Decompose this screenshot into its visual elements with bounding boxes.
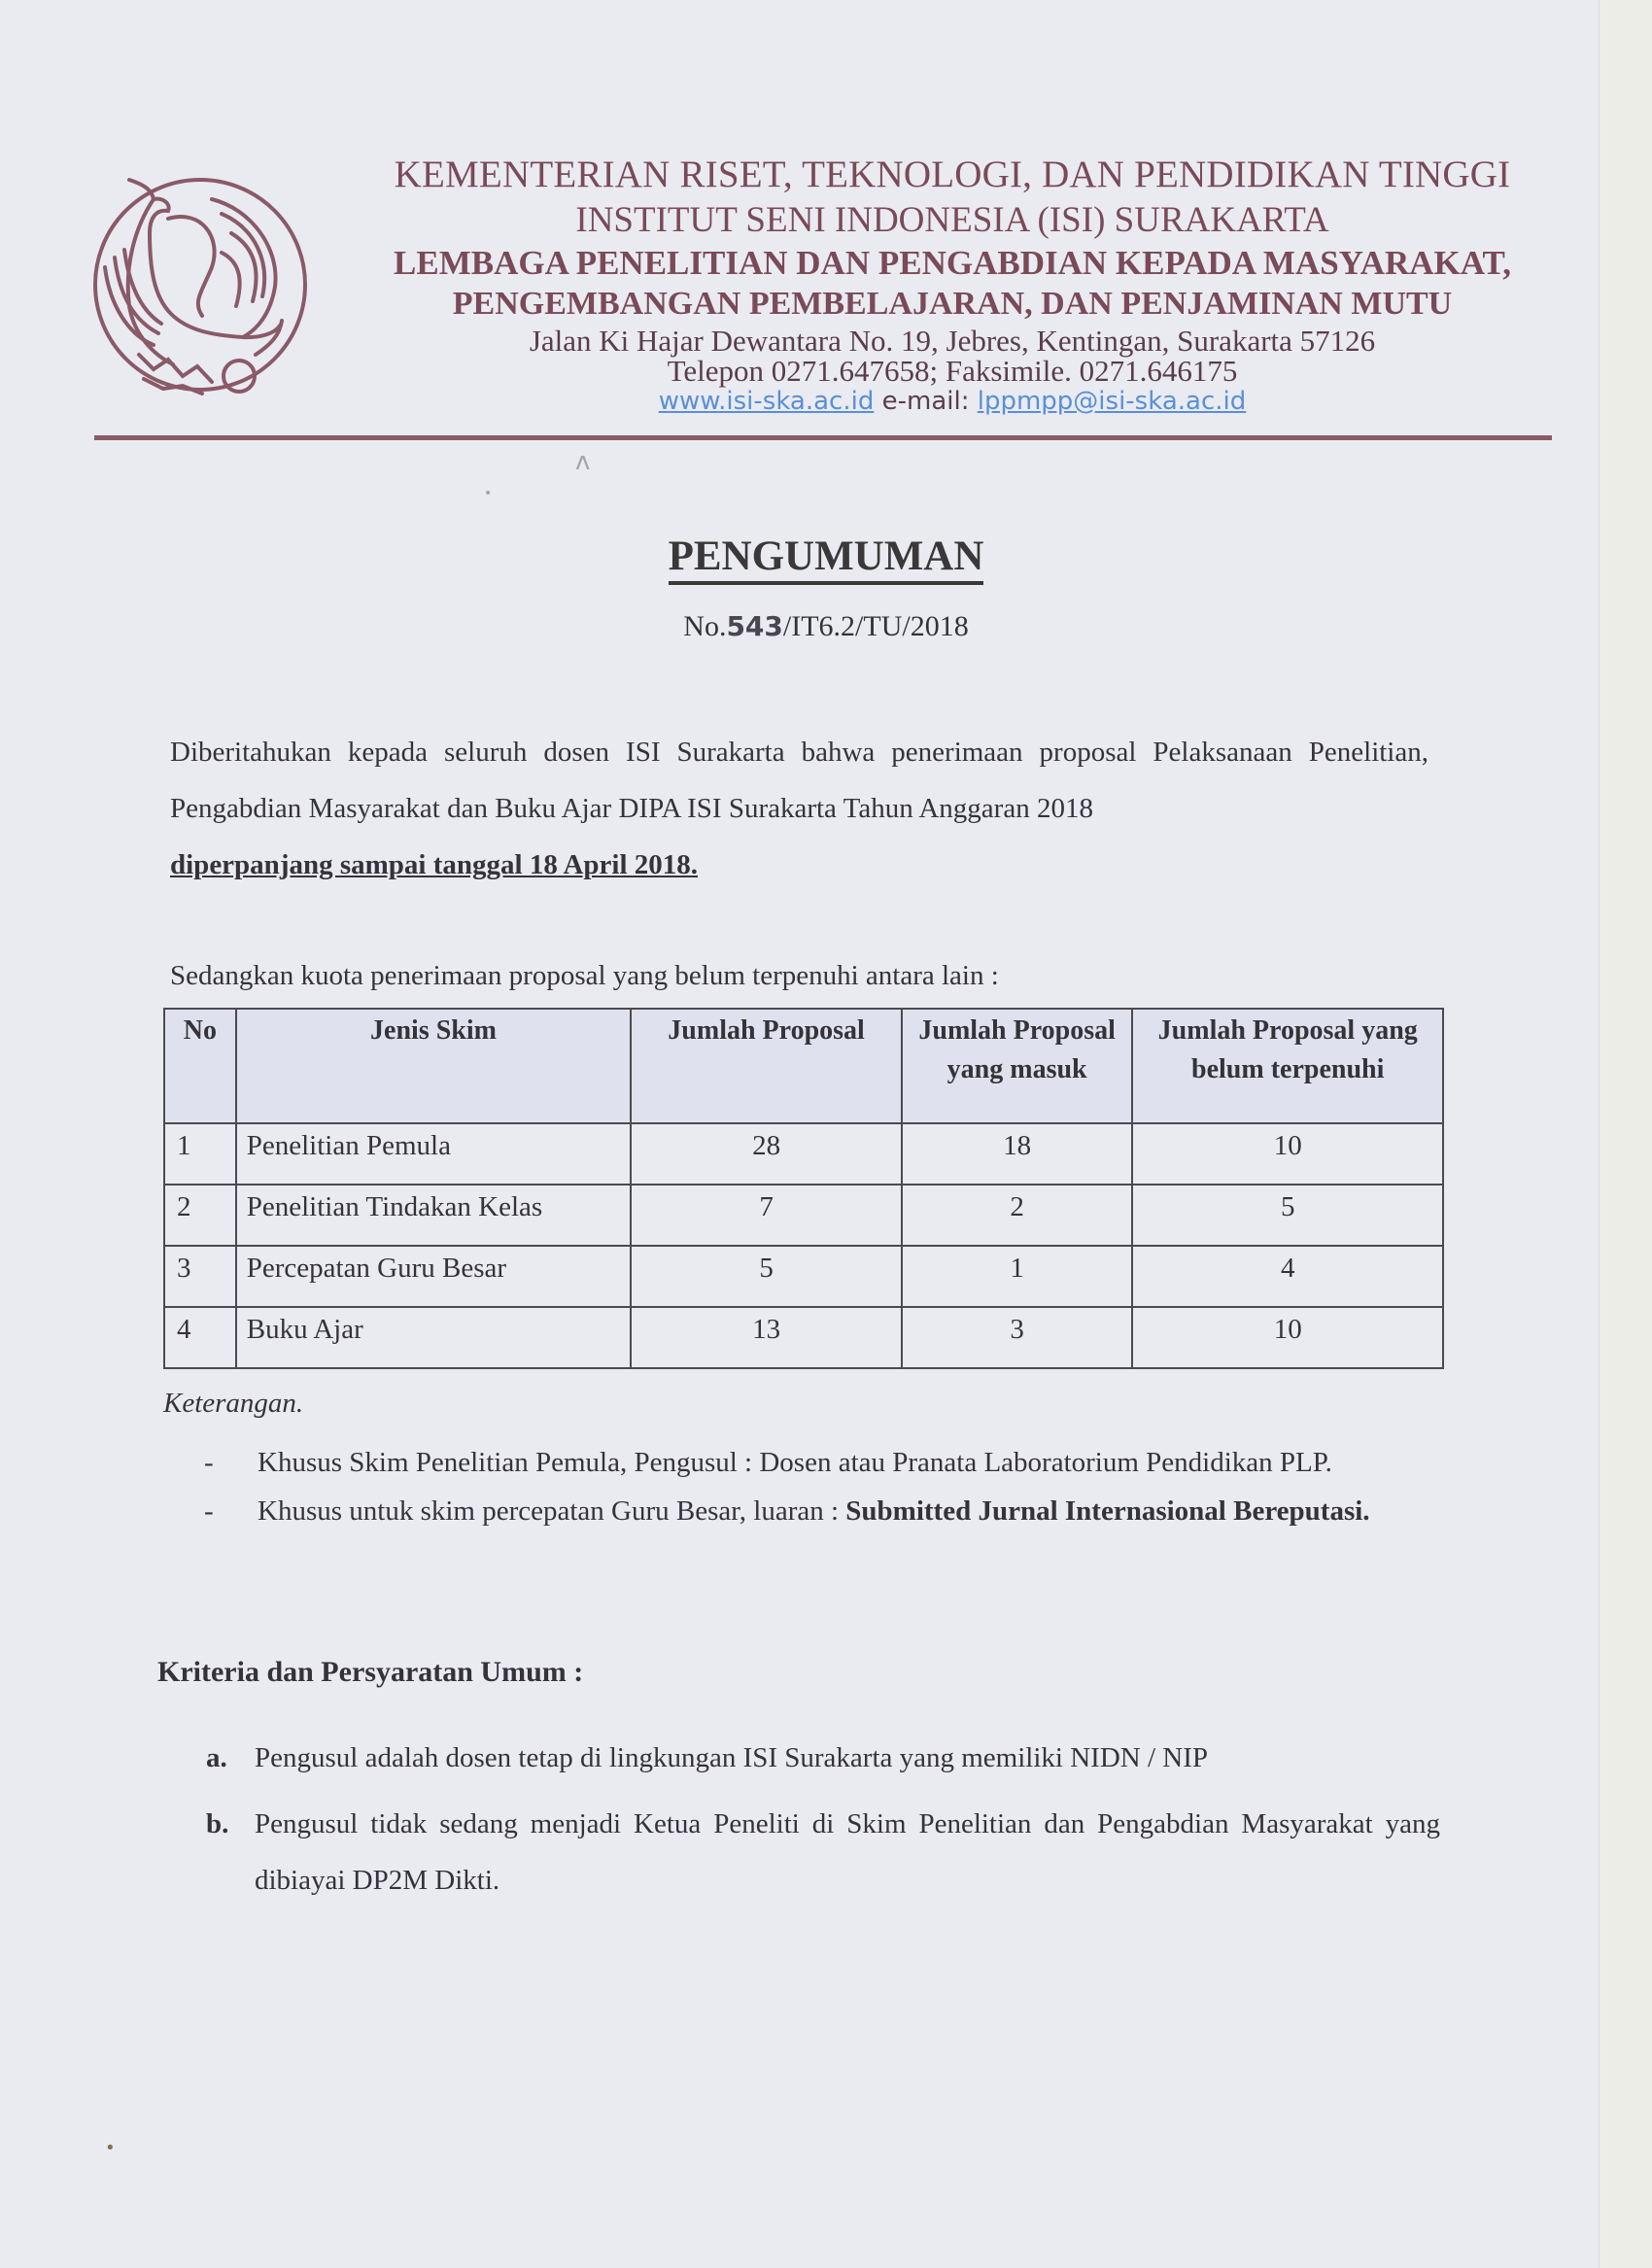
unit-name-line1: LEMBAGA PENELITIAN DAN PENGABDIAN KEPADA MASYARAKAT, xyxy=(394,244,1511,282)
table-row xyxy=(164,1246,1443,1307)
unit-name-line2: PENGEMBANGAN PEMBELAJARAN, DAN PENJAMINAN MUTU xyxy=(452,286,1453,322)
ministry-name: KEMENTERIAN RISET, TEKNOLOGI, DAN PENDIDIKAN TINGGI xyxy=(394,154,1511,195)
list-item: a. Pengusul adalah dosen tetap di lingkungan ISI Surakarta yang memiliki NIDN / NIP xyxy=(206,1730,1440,1786)
cell-remaining: 5 xyxy=(1132,1185,1443,1246)
cell-total: 5 xyxy=(631,1246,902,1307)
cell-no: 4 xyxy=(164,1307,236,1368)
cell-received: 18 xyxy=(902,1123,1133,1185)
list-marker: a. xyxy=(206,1742,227,1773)
cell-skim: Buku Ajar xyxy=(236,1307,632,1368)
contact-line xyxy=(350,389,1555,414)
cell-total: 7 xyxy=(631,1185,902,1246)
cell-received: 2 xyxy=(902,1185,1133,1246)
bullet-marker: - xyxy=(204,1495,214,1527)
header-jumlah-proposal: Jumlah Proposal xyxy=(631,1009,902,1123)
quota-intro: Sedangkan kuota penerimaan proposal yang belum terpenuhi antara lain : xyxy=(170,960,999,991)
header-jenis-skim: Jenis Skim xyxy=(236,1009,632,1123)
cell-no: 1 xyxy=(164,1123,236,1185)
scan-mark: ʌ xyxy=(575,447,591,476)
scan-mark: • xyxy=(484,486,493,501)
cell-remaining: 10 xyxy=(1132,1307,1443,1368)
cell-received: 1 xyxy=(902,1246,1133,1307)
cell-received: 3 xyxy=(902,1307,1133,1368)
notes-list xyxy=(204,1446,1438,1539)
handwritten-number: 543 xyxy=(726,610,783,642)
phoenix-emblem-icon xyxy=(76,160,325,418)
cell-remaining: 4 xyxy=(1132,1246,1443,1307)
scanner-page-edge xyxy=(1599,0,1652,2268)
bold-output-requirement: Submitted Jurnal Internasional Bereputasi. xyxy=(845,1495,1370,1527)
letterhead-divider xyxy=(94,435,1552,440)
criteria-heading: Kriteria dan Persyaratan Umum : xyxy=(157,1656,584,1688)
intro-paragraph: Diberitahukan kepada seluruh dosen ISI Surakarta bahwa penerimaan proposal Pelaksanaan Penelitian, Pengabdian Masyarakat dan Buku Ajar DIPA ISI Surakarta Tahun Anggaran 2018 diperpanjang sampai tanggal 18 April 2018. xyxy=(170,737,1428,880)
email-link[interactable]: lppmpp@isi-ska.ac.id xyxy=(977,387,1247,416)
list-item: - Khusus untuk skim percepatan Guru Besar, luaran : Submitted Jurnal Internasional Bereputasi. xyxy=(204,1483,1438,1539)
scan-speck: • xyxy=(105,2138,116,2158)
cell-total: 28 xyxy=(631,1123,902,1185)
header-belum-terpenuhi: Jumlah Proposal yang belum terpenuhi xyxy=(1132,1009,1443,1123)
cell-total: 13 xyxy=(631,1307,902,1368)
institute-name: INSTITUT SENI INDONESIA (ISI) SURAKARTA xyxy=(575,200,1329,240)
quota-table xyxy=(163,1008,1444,1369)
cell-remaining: 10 xyxy=(1132,1123,1443,1185)
list-marker: b. xyxy=(206,1808,229,1839)
notes-heading: Keterangan. xyxy=(163,1388,304,1419)
email-label: e-mail: xyxy=(881,387,970,416)
deadline-emphasis: diperpanjang sampai tanggal 18 April 2018. xyxy=(170,849,699,880)
phone-fax: Telepon 0271.647658; Faksimile. 0271.646175 xyxy=(667,354,1238,388)
cell-no: 2 xyxy=(164,1185,236,1246)
address: Jalan Ki Hajar Dewantara No. 19, Jebres, Kentingan, Surakarta 57126 xyxy=(529,324,1376,358)
header-no: No xyxy=(164,1009,236,1123)
website-link[interactable]: www.isi-ska.ac.id xyxy=(658,387,875,416)
list-item: - Khusus Skim Penelitian Pemula, Pengusul : Dosen atau Pranata Laboratorium Pendidikan PLP. xyxy=(204,1447,1332,1478)
letter-number: No.543/IT6.2/TU/2018 xyxy=(683,610,969,642)
header-proposal-masuk: Jumlah Proposal yang masuk xyxy=(902,1009,1133,1123)
page-title: PENGUMUMAN xyxy=(0,533,1652,580)
cell-skim: Penelitian Tindakan Kelas xyxy=(236,1185,632,1246)
table-header-row xyxy=(164,1009,1443,1123)
cell-no: 3 xyxy=(164,1246,236,1307)
table-row xyxy=(164,1185,1443,1246)
cell-skim: Penelitian Pemula xyxy=(236,1123,632,1185)
criteria-list xyxy=(206,1730,1440,1908)
table-row xyxy=(164,1307,1443,1368)
table-row xyxy=(164,1123,1443,1185)
cell-skim: Percepatan Guru Besar xyxy=(236,1246,632,1307)
list-item: b. Pengusul tidak sedang menjadi Ketua Peneliti di Skim Penelitian dan Pengabdian Masyarakat yang dibiayai DP2M Dikti. xyxy=(206,1796,1440,1908)
bullet-marker: - xyxy=(204,1447,214,1478)
